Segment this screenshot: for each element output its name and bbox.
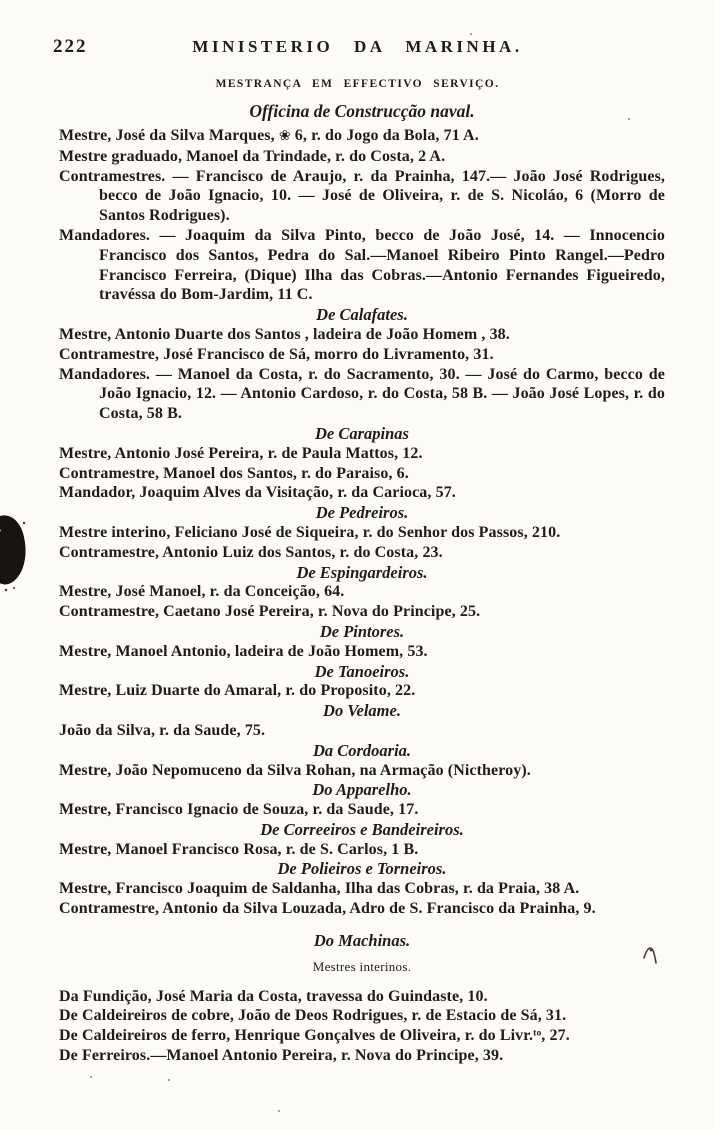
entry-line: Mestre, Manoel Antonio, ladeira de João Homem, 53. — [59, 642, 428, 660]
entry-line: Contramestre, Antonio da Silva Louzada, Adro de S. Francisco da Prainha, 9. — [59, 900, 596, 918]
section-5 — [59, 563, 665, 622]
entry-line: Mestre, Francisco Ignacio de Souza, r. da Saude, 17. — [59, 801, 419, 819]
entry-line: Da Fundição, José Maria da Costa, travessa do Guindaste, 10. — [59, 987, 488, 1005]
document-body — [59, 100, 665, 1066]
section-heading: De Pintores. — [319, 621, 405, 641]
entry-line: Mestre, Antonio Duarte dos Santos , ladeira de João Homem , 38. — [59, 325, 510, 343]
section-heading: De Correeiros e Bandeireiros. — [260, 819, 464, 839]
section-heading: De Calafates. — [316, 305, 408, 325]
entry-line: Mestre interino, Feliciano José de Siqueira, r. do Senhor dos Passos, 210. — [59, 523, 561, 541]
section-heading: Da Cordoaria. — [312, 740, 412, 760]
entry-line: João da Silva, r. da Saude, 75. — [59, 721, 266, 739]
section-heading: Officina de Construcção naval. — [249, 101, 475, 121]
section-4 — [59, 503, 665, 562]
section-heading: Do Apparelho. — [312, 780, 412, 800]
entry-line — [59, 126, 665, 147]
section-heading: De Pedreiros. — [315, 503, 409, 523]
scan-speckle — [278, 1110, 280, 1112]
section-6 — [59, 622, 665, 662]
ink-blot-artifact — [0, 503, 32, 599]
entry-line: Mestre graduado, Manoel da Trindade, r. do Costa, 2 A. — [59, 147, 446, 165]
section-7 — [59, 662, 665, 702]
section-9 — [59, 741, 665, 781]
entry-line: Mestre, Manoel Francisco Rosa, r. de S. Carlos, 1 B. — [59, 840, 419, 858]
section-heading: Do Machinas. — [313, 930, 411, 950]
section-11 — [59, 820, 665, 860]
page-title: MINISTERIO DA MARINHA. — [192, 37, 523, 56]
entry-text: 6, r. do Jogo da Bola, 71 A. — [290, 127, 479, 144]
entry-line: Mandadores. — Manoel da Costa, r. do Sacramento, 30. — José do Carmo, becco de João Ignacio, 12. — Antonio Cardoso, r. do Costa, 58 B. — João José Lopes, r. do Costa, 58 B. — [59, 365, 665, 423]
decoration-medal-icon: ❀ — [278, 128, 291, 144]
entry-line: Mestre, Francisco Joaquim de Saldanha, Ilha das Cobras, r. da Praia, 38 A. — [59, 880, 580, 898]
entry-line: Mestre, Luiz Duarte do Amaral, r. do Proposito, 22. — [59, 682, 416, 700]
entry-line: Mestre, Antonio José Pereira, r. de Paula Mattos, 12. — [59, 444, 423, 462]
entry-line: Contramestres. — Francisco de Araujo, r. da Prainha, 147.— João José Rodrigues, becco de João Ignacio, 10. — José de Oliveira, r. de S. Nicoláo, 6 (Morro de Santos Rodrigues). — [59, 167, 665, 225]
entry-line: De Caldeireiros de cobre, João de Deos Rodrigues, r. de Estacio de Sá, 31. — [59, 1007, 567, 1025]
scan-speckle — [470, 33, 472, 35]
entry-text: Mestre, José da Silva Marques, — [59, 127, 279, 144]
entry-line: Contramestre, Manoel dos Santos, r. do Paraiso, 6. — [59, 464, 409, 482]
section-subheading: Mestres interinos. — [312, 958, 412, 974]
section-12 — [59, 859, 665, 918]
entry-line: Contramestre, Caetano José Pereira, r. Nova do Principe, 25. — [59, 603, 481, 621]
entry-line: Contramestre, Antonio Luiz dos Santos, r. do Costa, 23. — [59, 543, 443, 561]
section-8 — [59, 701, 665, 741]
entry-line: De Ferreiros.—Manoel Antonio Pereira, r. Nova do Principe, 39. — [59, 1047, 504, 1065]
section-2 — [59, 305, 665, 424]
entry-line: Contramestre, José Francisco de Sá, morro do Livramento, 31. — [59, 345, 494, 363]
pen-mark-artifact — [640, 940, 664, 968]
entry-line: De Caldeireiros de ferro, Henrique Gonçalves de Oliveira, r. do Livr.ᵗᵒ, 27. — [59, 1027, 570, 1045]
page-number: 222 — [53, 36, 88, 57]
section-heading: De Espingardeiros. — [296, 562, 428, 582]
scan-speckle — [628, 118, 630, 120]
section-3 — [59, 424, 665, 503]
scan-speckle — [90, 1076, 92, 1078]
entry-line: Mestre, José Manoel, r. da Conceição, 64. — [59, 583, 345, 601]
entry-line: Mandador, Joaquim Alves da Visitação, r. da Carioca, 57. — [59, 484, 456, 502]
entry-line: Mandadores. — Joaquim da Silva Pinto, becco de João José, 14. — Innocencio Francisco dos Santos, Pedra do Sal.—Manoel Ribeiro Pinto Rangel.—Pedro Francisco Ferreira, (Dique) Ilha das Cobras.—Antonio Fernandes Figueiredo, travéssa do Bom-Jardim, 11 C. — [59, 226, 665, 304]
section-heading: De Polieiros e Torneiros. — [277, 859, 447, 879]
page-subtitle: MESTRANÇA EM EFFECTIVO SERVIÇO. — [215, 78, 500, 90]
section-13 — [59, 931, 665, 1066]
section-10 — [59, 780, 665, 820]
scan-speckle — [168, 1079, 170, 1081]
section-1 — [59, 100, 665, 305]
section-heading: Do Velame. — [323, 701, 401, 721]
section-heading: De Tanoeiros. — [314, 661, 410, 681]
entry-line: Mestre, João Nepomuceno da Silva Rohan, na Armação (Nictheroy). — [59, 761, 531, 779]
section-heading: De Carapinas — [315, 423, 409, 443]
